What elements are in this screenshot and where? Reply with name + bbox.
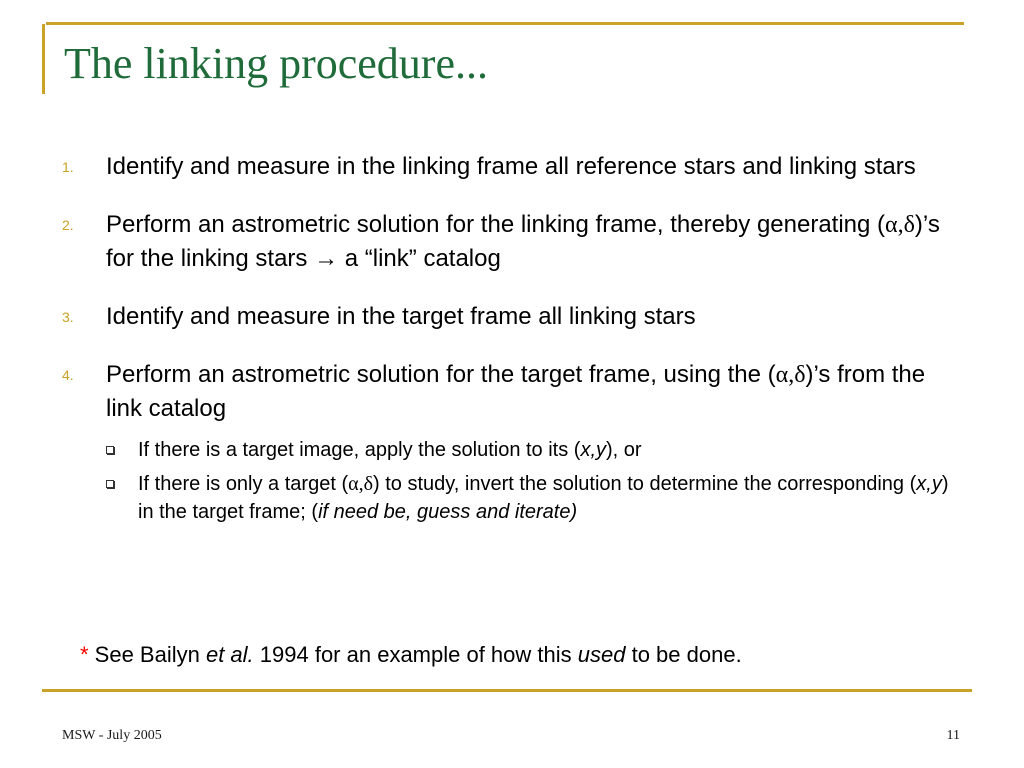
- square-bullet-icon: [106, 446, 114, 454]
- list-number: 1.: [62, 159, 74, 175]
- note-text: 1994 for an example of how this: [253, 642, 578, 667]
- alpha-delta-symbol: α,δ: [775, 362, 806, 388]
- numbered-list: [62, 150, 962, 532]
- item-text: Identify and measure in the linking frame all reference stars and linking stars: [106, 153, 916, 180]
- footer-text: MSW - July 2005: [62, 728, 162, 743]
- sub-text: ), or: [606, 439, 642, 461]
- list-number: 2.: [62, 217, 74, 233]
- item-text: Perform an astrometric solution for the linking frame, thereby generating (: [106, 211, 886, 238]
- item-text: )’s from the link catalog: [106, 361, 926, 422]
- sub-text: If there is a target image, apply the solution to its (: [138, 439, 581, 461]
- list-item-4: [62, 358, 962, 426]
- note-text: See Bailyn: [88, 642, 206, 667]
- sub-list: [106, 436, 962, 526]
- square-bullet-icon: [106, 480, 114, 488]
- item-text: Identify and measure in the target frame all linking stars: [106, 303, 696, 330]
- footnote: [80, 640, 742, 670]
- alpha-delta-symbol: α,δ: [348, 473, 374, 495]
- note-italic: et al.: [205, 642, 254, 667]
- note-italic: used: [577, 642, 626, 667]
- xy-symbol: x,y: [580, 439, 607, 461]
- italic-note: if need be, guess and iterate): [318, 501, 578, 523]
- alpha-delta-symbol: α,δ: [885, 212, 915, 238]
- list-number: 3.: [62, 309, 74, 325]
- note-text: to be done.: [625, 642, 742, 667]
- sub-text: ) to study, invert the solution to determine the corresponding (: [373, 473, 917, 495]
- list-item-1: [62, 150, 962, 184]
- slide-title: The linking procedure...: [64, 39, 488, 88]
- left-rule: [42, 24, 45, 94]
- sub-text: If there is only a target (: [138, 473, 349, 495]
- top-rule: [46, 22, 964, 25]
- list-item-2: [62, 208, 962, 276]
- bottom-rule: [42, 689, 972, 692]
- page-number: 11: [946, 728, 960, 743]
- sub-text: ) in the target frame; (: [138, 473, 949, 523]
- item-text: )’s for the linking stars → a “link” catalog: [106, 211, 940, 272]
- list-number: 4.: [62, 367, 74, 383]
- sub-item-2: [106, 470, 962, 526]
- xy-symbol: x,y: [916, 473, 942, 495]
- sub-item-1: [106, 436, 962, 464]
- asterisk: *: [80, 642, 89, 667]
- item-text: Perform an astrometric solution for the target frame, using the (: [106, 361, 776, 388]
- list-item-3: [62, 300, 962, 334]
